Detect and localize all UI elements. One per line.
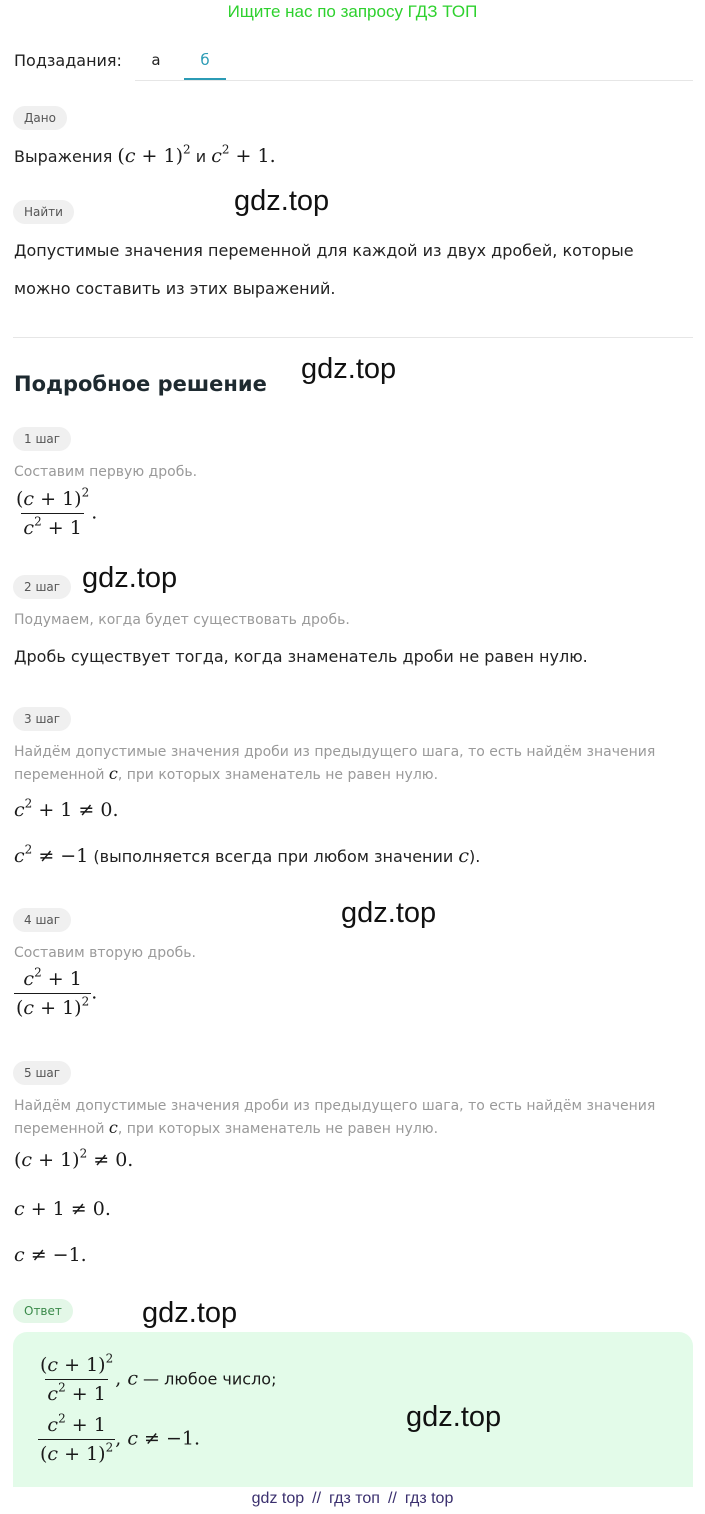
subtasks-label: Подзадания: [14, 51, 122, 70]
step-5-hint-line-2: переменной c, при которых знаменатель не равен нулю. [14, 1118, 439, 1137]
answer-line-2: $\frac{c^2 + 1}{(c + 1)^2}$ , c ≠ −1. [40, 1411, 201, 1465]
step-5-eq-3: c ≠ −1. [14, 1244, 87, 1266]
solution-title: Подробное решение [14, 372, 267, 396]
find-line-1: Допустимые значения переменной для каждой из двух дробей, которые [14, 241, 634, 260]
step-5-eq-1: $(c + 1)^2 \ne 0$. [14, 1146, 134, 1171]
step-3-hint-line-2: переменной c, при которых знаменатель не равен нулю. [14, 764, 439, 783]
given-text [14, 142, 276, 168]
given-expr2: $c^2 + 1$. [211, 142, 276, 167]
answer-line-1: $\frac{(c + 1)^2}{c^2 + 1}$ , c — любое число; [40, 1351, 277, 1405]
footer-link-1[interactable]: gdz top [251, 1490, 305, 1507]
watermark: gdz.top [142, 1297, 238, 1329]
step-5-hint-line-1: Найдём допустимые значения дроби из предыдущего шага, то есть найдём значения [14, 1098, 656, 1114]
step-1-pill: 1 шаг [13, 427, 71, 451]
step-5-pill: 5 шаг [13, 1061, 71, 1085]
footer-link-2[interactable]: гдз топ [329, 1490, 380, 1507]
step-1-fraction: $\frac{(c + 1)^2}{c^2 + 1}$ . [16, 485, 98, 539]
watermark: gdz.top [234, 185, 330, 217]
watermark: gdz.top [301, 353, 397, 385]
step-3-eq-1: $c^2 + 1 \ne 0$. [14, 796, 119, 821]
step-2-text: Дробь существует тогда, когда знаменатель дроби не равен нулю. [14, 647, 588, 666]
search-banner: Ищите нас по запросу ГДЗ ТОП [227, 2, 478, 21]
step-4-pill: 4 шаг [13, 908, 71, 932]
step-2-pill: 2 шаг [13, 575, 71, 599]
watermark: gdz.top [341, 897, 437, 929]
given-pill: Дано [13, 106, 67, 130]
footer-link-3[interactable]: гдз top [404, 1490, 454, 1507]
step-5-eq-2: c + 1 ≠ 0. [14, 1198, 111, 1220]
subtask-tab-a[interactable]: а [151, 51, 161, 69]
step-3-eq-2: $c^2 \ne -1$ (выполняется всегда при любом значении c). [14, 842, 481, 867]
subtask-tabs [135, 40, 693, 81]
find-line-2: можно составить из этих выражений. [14, 279, 336, 298]
footer-links: gdz top // гдз топ // гдз top [251, 1490, 454, 1507]
find-pill: Найти [13, 200, 74, 224]
answer-pill: Ответ [13, 1299, 73, 1323]
step-4-fraction: $\frac{c^2 + 1}{(c + 1)^2}$ . [16, 965, 98, 1019]
step-1-hint: Составим первую дробь. [14, 464, 198, 480]
watermark: gdz.top [82, 562, 178, 594]
watermark: gdz.top [406, 1401, 502, 1433]
step-4-hint: Составим вторую дробь. [14, 945, 196, 961]
given-prefix: Выражения [14, 147, 113, 166]
step-3-hint-line-1: Найдём допустимые значения дроби из предыдущего шага, то есть найдём значения [14, 744, 656, 760]
step-2-hint: Подумаем, когда будет существовать дробь. [14, 612, 350, 628]
given-expr1: $(c + 1)^2$ [117, 142, 191, 167]
step-3-pill: 3 шаг [13, 707, 71, 731]
given-conj: и [195, 147, 207, 166]
divider [13, 337, 693, 338]
subtask-tab-b[interactable]: б [184, 40, 226, 80]
